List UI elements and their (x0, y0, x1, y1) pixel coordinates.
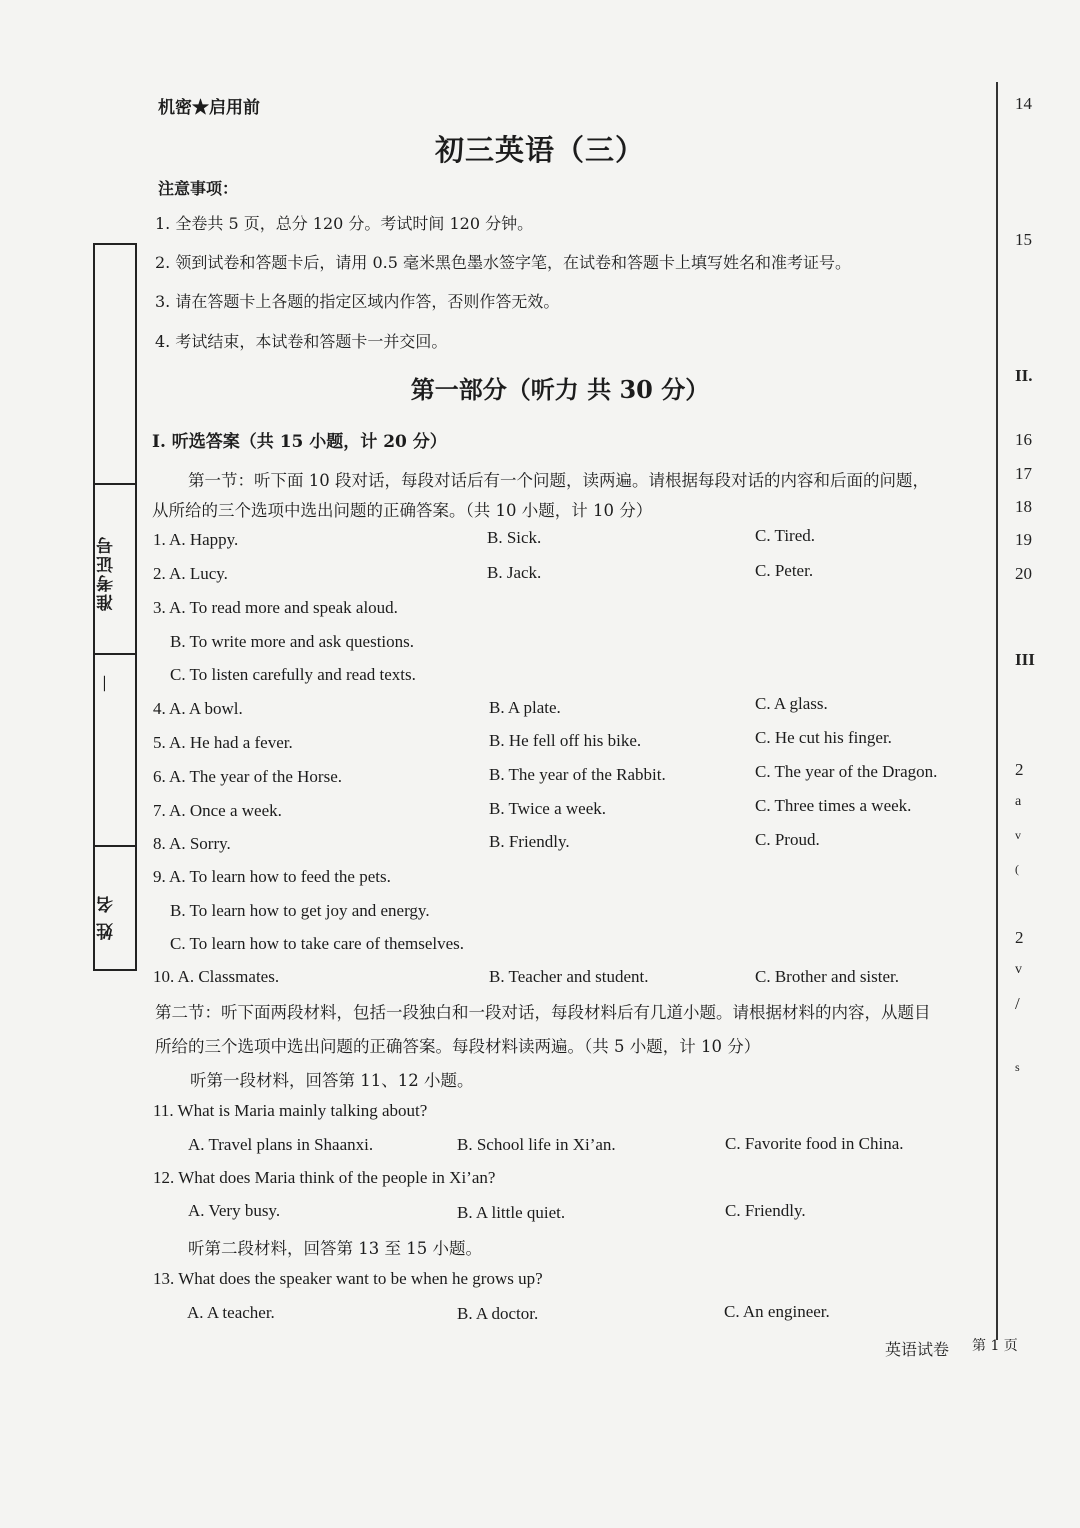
q3-option-c: C. To listen carefully and read texts. (170, 665, 416, 684)
edge-clip-text: 16 (1015, 430, 1032, 449)
q8-option-a: 8. A. Sorry. (153, 834, 231, 853)
q9-option-b: B. To learn how to get joy and energy. (170, 901, 430, 920)
name-label: 姓名 (97, 886, 117, 940)
edge-clip-text: III (1015, 650, 1035, 669)
material-one-instruction: 听第一段材料，回答第 11、12 小题。 (190, 1071, 474, 1090)
binding-divider (93, 483, 137, 485)
q12-stem: 12. What does Maria think of the people in Xi’an? (153, 1168, 496, 1187)
notice-item-3: 3. 请在答题卡上各题的指定区域内作答，否则作答无效。 (155, 292, 560, 311)
q12-option-b: B. A little quiet. (457, 1203, 566, 1222)
q1-option-c: C. Tired. (755, 526, 815, 545)
exam-number-label: 准考证号 (97, 535, 117, 611)
edge-clip-text: 15 (1015, 230, 1032, 249)
edge-clip-text: 2 (1015, 760, 1024, 779)
edge-clip-text: 20 (1015, 564, 1032, 583)
q2-option-b: B. Jack. (487, 563, 542, 582)
q13-option-a: A. A teacher. (187, 1303, 275, 1322)
q4-option-c: C. A glass. (755, 694, 828, 713)
edge-clip-text: 2 (1015, 928, 1024, 947)
q6-option-c: C. The year of the Dragon. (755, 762, 938, 781)
q13-stem: 13. What does the speaker want to be when he grows up? (153, 1269, 543, 1288)
q2-option-a: 2. A. Lucy. (153, 564, 228, 583)
edge-clip-text: v (1015, 828, 1021, 842)
binding-dash: — (94, 673, 114, 693)
q5-option-b: B. He fell off his bike. (489, 731, 642, 750)
part-one-title: 第一部分（听力 共 30 分） (410, 375, 710, 404)
q7-option-b: B. Twice a week. (489, 799, 606, 818)
q6-option-b: B. The year of the Rabbit. (489, 765, 666, 784)
footer-page-number: 第 1 页 (972, 1338, 1018, 1354)
q10-option-c: C. Brother and sister. (755, 967, 900, 986)
q12-option-a: A. Very busy. (188, 1201, 281, 1220)
edge-clip-text: 18 (1015, 497, 1032, 516)
edge-clip-text: a (1015, 794, 1022, 809)
edge-clip-text: 14 (1015, 94, 1032, 113)
q13-option-c: C. An engineer. (724, 1302, 830, 1321)
notice-item-2: 2. 领到试卷和答题卡后，请用 0.5 毫米黑色墨水签字笔，在试卷和答题卡上填写姓名和准考证号。 (155, 253, 851, 272)
binding-divider (93, 653, 137, 655)
q4-option-b: B. A plate. (489, 698, 561, 717)
q1-option-b: B. Sick. (487, 528, 542, 547)
q2-option-c: C. Peter. (755, 561, 814, 580)
q8-option-b: B. Friendly. (489, 832, 570, 851)
q11-stem: 11. What is Maria mainly talking about? (153, 1101, 428, 1120)
edge-clip-text: v (1015, 962, 1022, 977)
material-two-instruction: 听第二段材料，回答第 13 至 15 小题。 (188, 1239, 482, 1258)
edge-clip-text: ( (1015, 862, 1019, 876)
q10-option-b: B. Teacher and student. (489, 967, 649, 986)
q13-option-b: B. A doctor. (457, 1304, 539, 1323)
footer-label: 英语试卷 (885, 1340, 950, 1359)
q12-option-c: C. Friendly. (725, 1201, 806, 1220)
section-one-title: I. 听选答案（共 15 小题，计 20 分） (152, 432, 447, 452)
q7-option-a: 7. A. Once a week. (153, 801, 282, 820)
q3-option-a: 3. A. To read more and speak aloud. (153, 598, 398, 617)
q10-option-a: 10. A. Classmates. (153, 967, 280, 986)
q5-option-c: C. He cut his finger. (755, 728, 892, 747)
section1-instruction-line1: 第一节：听下面 10 段对话，每段对话后有一个问题，读两遍。请根据每段对话的内容和后面的问题， (188, 471, 929, 490)
q3-option-b: B. To write more and ask questions. (170, 632, 415, 651)
edge-clip-text: s (1015, 1060, 1020, 1074)
edge-clip-text: 19 (1015, 530, 1032, 549)
notice-item-4: 4. 考试结束，本试卷和答题卡一并交回。 (155, 332, 448, 351)
page-title: 初三英语（三） (434, 133, 645, 167)
edge-clip-text: / (1015, 994, 1020, 1013)
q11-option-a: A. Travel plans in Shaanxi. (188, 1135, 374, 1154)
section2-instruction-line2: 所给的三个选项中选出问题的正确答案。每段材料读两遍。（共 5 小题，计 10 分） (155, 1037, 761, 1056)
q9-option-c: C. To learn how to take care of themselves. (170, 934, 465, 953)
page-fold-line (996, 82, 998, 1340)
q6-option-a: 6. A. The year of the Horse. (153, 767, 342, 786)
section2-instruction-line1: 第二节：听下面两段材料，包括一段独白和一段对话，每段材料后有几道小题。请根据材料的内容，从题目 (155, 1003, 931, 1022)
notice-item-1: 1. 全卷共 5 页，总分 120 分。考试时间 120 分钟。 (155, 214, 534, 233)
q7-option-c: C. Three times a week. (755, 796, 912, 815)
q8-option-c: C. Proud. (755, 830, 820, 849)
section1-instruction-line2: 从所给的三个选项中选出问题的正确答案。（共 10 小题，计 10 分） (152, 501, 653, 520)
binding-divider (93, 845, 137, 847)
edge-clip-text: II. (1015, 366, 1033, 385)
notice-title: 注意事项： (158, 179, 239, 198)
q11-option-b: B. School life in Xi’an. (457, 1135, 616, 1154)
q9-option-a: 9. A. To learn how to feed the pets. (153, 867, 391, 886)
q5-option-a: 5. A. He had a fever. (153, 733, 293, 752)
q11-option-c: C. Favorite food in China. (725, 1134, 904, 1153)
confidential-label: 机密★启用前 (158, 98, 260, 118)
q4-option-a: 4. A. A bowl. (153, 699, 243, 718)
edge-clip-text: 17 (1015, 464, 1032, 483)
q1-option-a: 1. A. Happy. (153, 530, 239, 549)
